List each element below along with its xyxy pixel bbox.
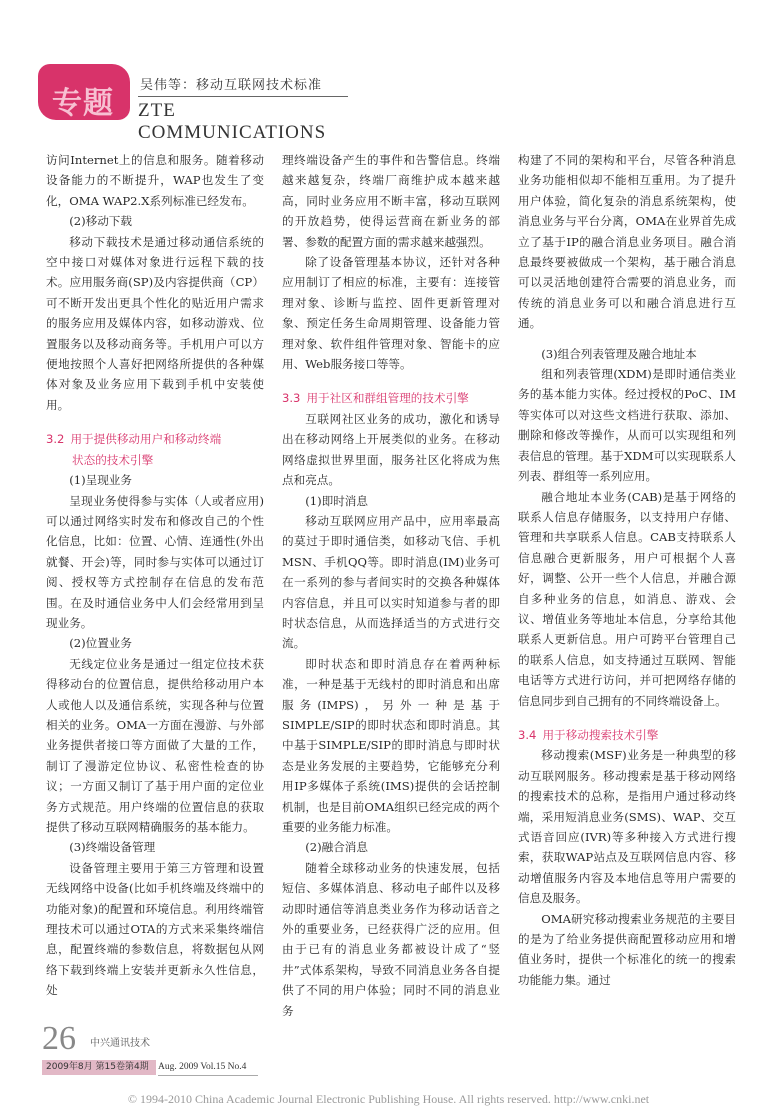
column-1 bbox=[46, 150, 264, 1001]
subheading: (3)组合列表管理及融合地址本 bbox=[541, 346, 697, 361]
section-title-line-1: 用于提供移动用户和移动终端 bbox=[70, 432, 222, 447]
paragraph: 呈现业务使得参与实体（人或者应用)可以通过网络实时发布和修改自己的个性化信息，比如：位置、心情、连通性(外出就餐、开会)等，同时参与实体可以通过订阅、授权等方式控制存在信息的发布范围。在及时通信业务中人们会经常用到呈现业务。 bbox=[46, 493, 264, 630]
paragraph: 理终端设备产生的事件和告警信息。终端越来越复杂，终端厂商维护成本越来越高，同时业务应用不断丰富，移动互联网的开放趋势，使得运营商在新业务的部署、参数的配置方面的需求越来越强烈。 bbox=[282, 153, 500, 249]
paragraph: 互联网社区业务的成功，激化和诱导出在移动网络上开展类似的业务。在移动网络虚拟世界里面，服务社区化将成为焦点和亮点。 bbox=[282, 411, 500, 488]
section-number: 3.3 bbox=[282, 391, 301, 406]
copyright-notice: © 1994-2010 China Academic Journal Electronic Publishing House. All rights reserved. http://www.cnki.net bbox=[127, 1092, 650, 1106]
section-heading-3-4 bbox=[518, 725, 736, 745]
issue-info-en: Aug. 2009 Vol.15 No.4 bbox=[158, 1060, 258, 1076]
section-number: 3.2 bbox=[46, 432, 65, 447]
page-footer bbox=[42, 1020, 342, 1080]
running-title: 吴伟等：移动互联网技术标准 bbox=[140, 78, 323, 93]
subheading: (1)呈现业务 bbox=[69, 473, 132, 488]
paragraph: 无线定位业务是通过一组定位技术获得移动台的位置信息，提供给移动用户本人或他人以及通信系统，实现各种与位置相关的业务。OMA一方面在漫游、与外部业务提供者接口等方面做了大量的工作，制订了漫游定位协议、私密性检查的协议；一方面又制订了基于用户面的定位业务方式规范。用户终端的位置信息的获取提供了移动互联网精确服务的基本能力。 bbox=[46, 656, 264, 834]
paragraph: OMA研究移动搜索业务规范的主要目的是为了给业务提供商配置移动应用和增值业务时，提供一个标准化的统一的搜索功能能力集。通过 bbox=[518, 911, 736, 987]
subheading: (1)即时消息 bbox=[305, 493, 368, 508]
subheading: (2)融合消息 bbox=[305, 840, 368, 855]
paragraph: 组和列表管理(XDM)是即时通信类业务的基本能力实体。经过授权的PoC、IM等实体可以对这些文档进行获取、添加、删除和修改等操作，从而可以实现组和列表信息的管理。基于XDM可以实现联系人列表、群组等一系列应用。 bbox=[518, 367, 736, 484]
section-heading-3-2 bbox=[46, 429, 264, 470]
spacer bbox=[518, 334, 736, 344]
topic-badge bbox=[38, 64, 130, 120]
header-divider bbox=[138, 96, 348, 97]
topic-badge-text: 专题 bbox=[52, 86, 114, 121]
journal-name: 中兴通讯技术 bbox=[90, 1038, 150, 1049]
paragraph: 移动下载技术是通过移动通信系统的空中接口对媒体对象进行远程下载的技术。应用服务商(SP)及内容提供商（CP）可不断开发出更具个性化的贴近用户需求的服务应用及媒体内容，如移动游戏、位置服务以及移动商务等。手机用户可以方便地按照个人喜好把网络所提供的各种媒体对象及业务应用下载到手机中安装使用。 bbox=[46, 234, 264, 412]
page-number: 26 bbox=[42, 1020, 76, 1057]
paragraph: 除了设备管理基本协议，还针对各种应用制订了相应的标准，主要有：连接管理对象、诊断与监控、固件更新管理对象、预定任务生命周期管理、设备能力管理对象、软件组件管理对象、智能卡的应用、Web服务接口等等。 bbox=[282, 255, 500, 372]
column-2 bbox=[282, 150, 500, 1021]
subheading: (2)位置业务 bbox=[69, 636, 132, 651]
paragraph: 即时状态和即时消息存在着两种标准，一种是基于无线村的即时消息和出席服务(IMPS)，另外一种是基于SIMPLE/SIP的即时状态和即时消息。其中基于SIMPLE/SIP的即时消息与即时状态是业务发展的主要趋势，它能够充分利用IP多媒体子系统(IMS)提供的会话控制机制，也是目前OMA组织已经完成的两个重要的业务能力标准。 bbox=[282, 656, 500, 834]
column-3 bbox=[518, 150, 736, 990]
paragraph: 移动搜索(MSF)业务是一种典型的移动互联网服务。移动搜索是基于移动网络的搜索技术的总称，是指用户通过移动终端，采用短消息业务(SMS)、WAP、交互式语音回应(IVR)等多种接入方式进行搜索，获取WAP站点及互联网信息内容、移动增值服务内容及本地信息等用户需要的信息及服务。 bbox=[518, 748, 736, 906]
section-title-line-1: 用于社区和群组管理的技术引擎 bbox=[306, 391, 469, 406]
paragraph: 构建了不同的架构和平台，尽管各种消息业务功能相似却不能相互重用。为了提升用户体验，简化复杂的消息系统架构，使消息业务与平台分离，OMA在业界首先成立了基于IP的融合消息业务项目。融合消息最终要被做成一个架构，基于融合消息可以灵活地创建符合需要的消息业务，而传统的消息业务可以和融合消息进行互通。 bbox=[518, 153, 736, 331]
section-number: 3.4 bbox=[518, 727, 537, 742]
subheading: (3)终端设备管理 bbox=[69, 840, 156, 855]
section-heading-3-3 bbox=[282, 388, 500, 408]
paragraph: 访问Internet上的信息和服务。随着移动设备能力的不断提升，WAP也发生了变化，OMA WAP2.X系列标准已经发布。 bbox=[46, 153, 264, 208]
paragraph: 随着全球移动业务的快速发展，包括短信、多媒体消息、移动电子邮件以及移动即时通信等消息类业务作为移动话音之外的重要业务，已经获得广泛的应用。但由于已有的消息业务都被设计成了“竖井”式体系架构，导致不同消息业务各自提供了不同的用户体验；同时不同的消息业务 bbox=[282, 860, 500, 1018]
subheading: (2)移动下载 bbox=[69, 214, 132, 229]
page-header bbox=[38, 58, 358, 143]
paragraph: 移动互联网应用产品中，应用率最高的莫过于即时通信类，如移动飞信、手机MSN、手机QQ等。即时消息(IM)业务可在一系列的参与者间实时的交换各种媒体内容信息，并且可以实时知道参与者的即时状态信息，从而选择适当的方式进行交流。 bbox=[282, 513, 500, 651]
journal-brand: ZTE COMMUNICATIONS bbox=[138, 100, 327, 143]
section-title-line-1: 用于移动搜索技术引擎 bbox=[542, 727, 659, 742]
section-title-line-2: 状态的技术引擎 bbox=[72, 452, 154, 467]
issue-info-cn: 2009年8月 第15卷第4期 bbox=[42, 1060, 156, 1075]
paragraph: 融合地址本业务(CAB)是基于网络的联系人信息存储服务，以支持用户存储、管理和共享联系人信息。CAB支持联系人信息融合更新服务，用户可根据个人喜好，调整、公开一些个人信息，并融合源自多种业务的信息，如消息、游戏、会议、增值业务等地址本信息，分享给其他联系人更新信息。用户可跨平台管理自己的联系人信息，如支持通过互联网、智能电话等方式进行访问，并可把网络存储的信息同步到自己拥有的不同终端设备上。 bbox=[518, 489, 736, 708]
paragraph: 设备管理主要用于第三方管理和设置无线网络中设备(比如手机终端及终端中的功能对象)的配置和环境信息。利用终端管理技术可以通过OTA的方式来采集终端信息，配置终端的参数信息，将数据包从网络下载到终端上安装并更新永久性信息，处 bbox=[46, 860, 264, 998]
